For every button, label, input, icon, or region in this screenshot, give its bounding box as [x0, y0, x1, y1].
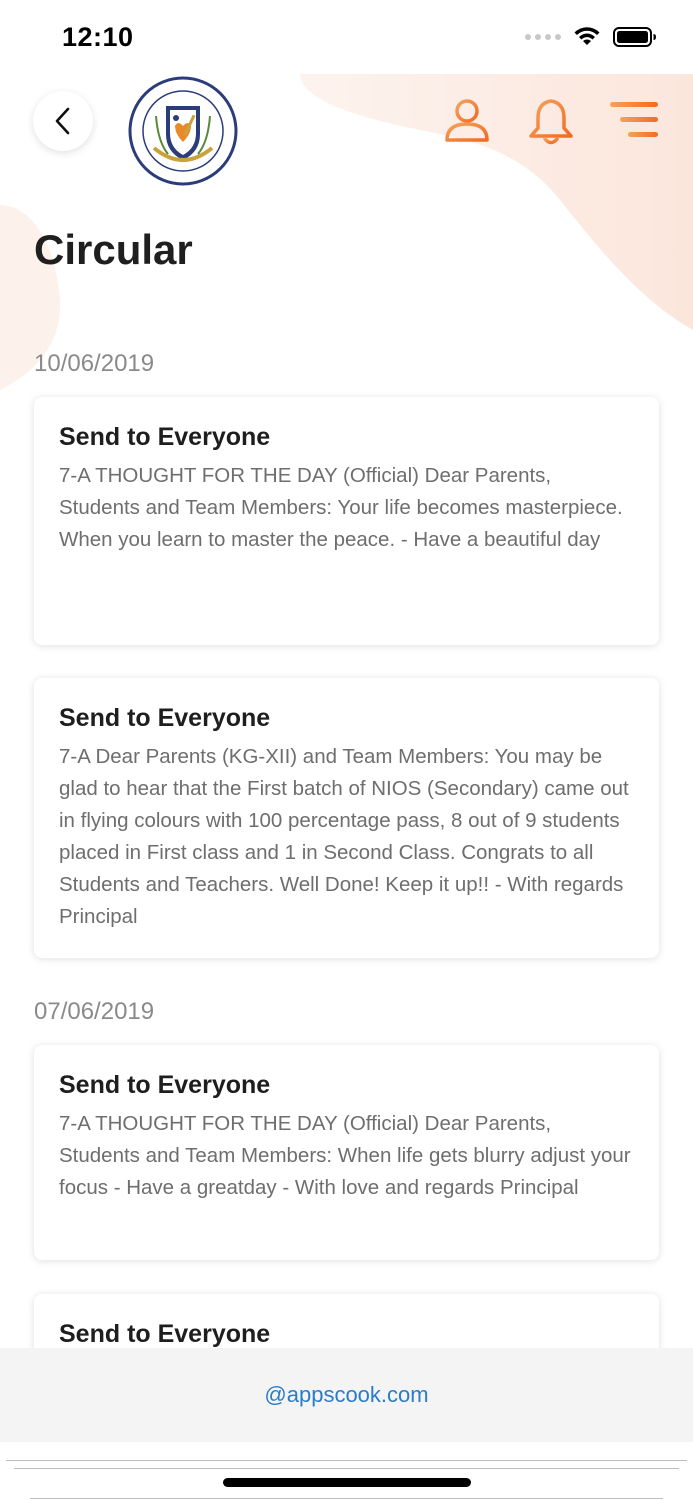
divider [30, 1498, 663, 1499]
app-header [0, 76, 693, 186]
notification-bell-button[interactable] [526, 96, 576, 146]
status-time: 12:10 [62, 22, 134, 52]
circular-title: Send to Everyone [59, 1071, 271, 1099]
school-crest-logo [128, 76, 238, 186]
circular-card[interactable] [34, 1294, 659, 1348]
circular-body: 7-A THOUGHT FOR THE DAY (Official) Dear Parents, Students and Team Members: Your life becomes masterpiece. When you learn to master the peace. - Have a beautiful day [59, 464, 623, 551]
status-icons [525, 26, 657, 48]
circular-list[interactable] [0, 330, 693, 1348]
home-indicator[interactable] [223, 1478, 471, 1487]
divider [6, 1460, 687, 1461]
circular-body: 7-A Dear Parents (KG-XII) and Team Members: You may be glad to hear that the First batch of NIOS (Secondary) came out in flying colours with 100 percentage pass, 8 out of 9 students placed in First class and 1 in Second Class. Congrats to all Students and Teachers. Well Done! Keep it up!! - With regards Principal [59, 745, 629, 928]
circular-title: Send to Everyone [59, 1320, 271, 1348]
date-header: 07/06/2019 [34, 998, 155, 1025]
status-bar [0, 0, 693, 76]
circular-body: 7-A THOUGHT FOR THE DAY (Official) Dear Parents, Students and Team Members: When life gets blurry adjust your focus - Have a greatday - With love and regards Principal [59, 1112, 631, 1199]
battery-icon [613, 26, 657, 48]
back-button[interactable] [33, 91, 93, 151]
wifi-icon [573, 26, 601, 48]
profile-button[interactable] [443, 96, 491, 144]
date-header: 10/06/2019 [34, 350, 155, 377]
chevron-left-icon [52, 106, 74, 136]
circular-title: Send to Everyone [59, 423, 271, 451]
appscook-link[interactable]: @appscook.com [264, 1382, 429, 1407]
circular-card[interactable] [34, 1045, 659, 1260]
circular-card[interactable] [34, 678, 659, 958]
footer [0, 1348, 693, 1442]
page-title: Circular [34, 226, 193, 273]
divider [14, 1468, 679, 1469]
circular-card[interactable] [34, 397, 659, 645]
menu-button[interactable] [608, 100, 660, 140]
signal-icon [525, 34, 561, 40]
circular-title: Send to Everyone [59, 704, 271, 732]
bottom-bar [0, 1442, 693, 1500]
